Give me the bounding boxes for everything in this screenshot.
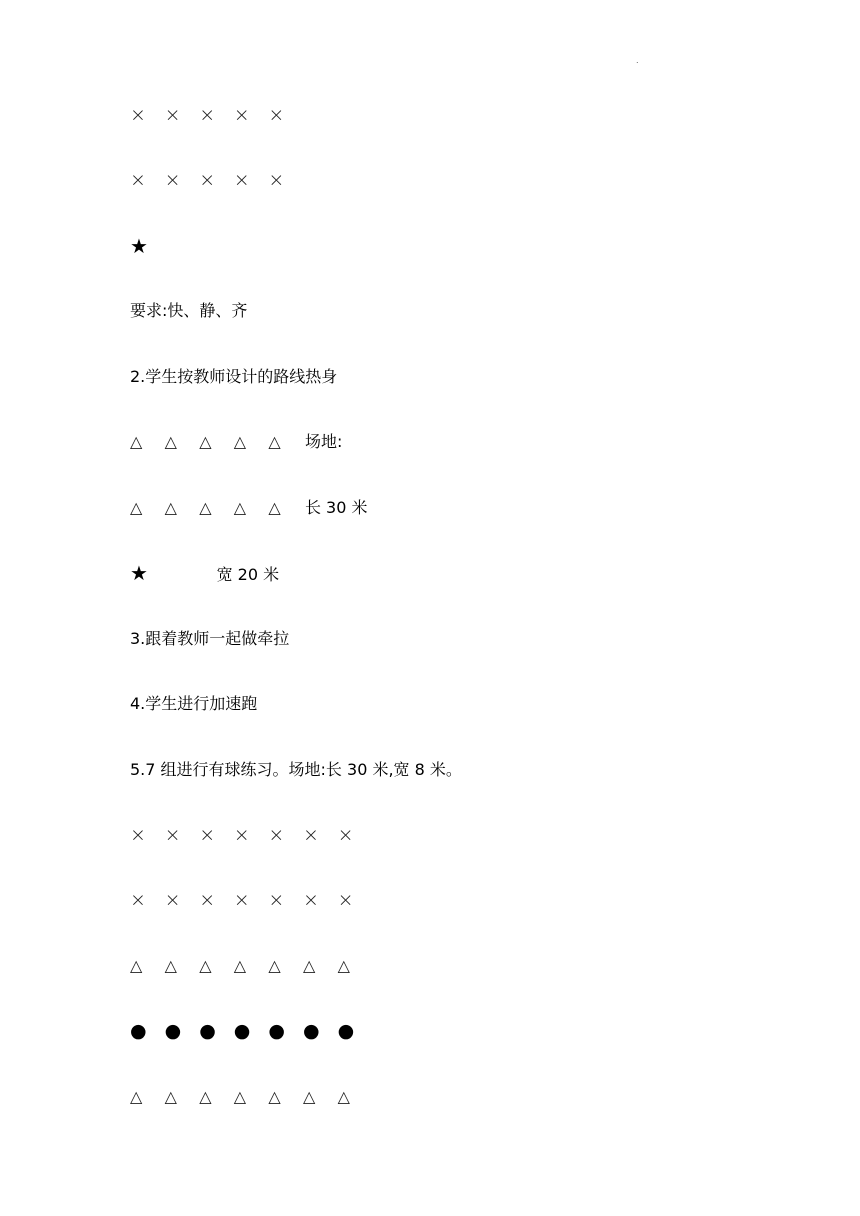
formation3-row5 [130, 1084, 372, 1110]
student-triangle-marker: △ [164, 1087, 177, 1106]
ball-icon: ● [199, 1020, 216, 1042]
teacher-star-icon: ★ [130, 561, 148, 585]
step3-text: 3.跟着教师一起做牵拉 [130, 629, 290, 648]
student-triangle-marker: △ [130, 1087, 143, 1106]
ball-icon: ● [268, 1020, 285, 1042]
student-cross-marker: × [337, 824, 354, 846]
formation3-row4 [130, 1018, 372, 1044]
formation3-row3 [130, 953, 372, 979]
formation2-row1 [130, 429, 342, 455]
student-triangle-marker: △ [164, 956, 177, 975]
student-triangle-marker: △ [164, 432, 177, 451]
student-triangle-marker: △ [130, 432, 143, 451]
student-triangle-marker: △ [199, 432, 212, 451]
teacher-star-icon: ★ [130, 234, 148, 258]
formation1-row1 [130, 102, 303, 128]
requirement-text: 要求:快、静、齐 [130, 301, 248, 320]
ball-icon: ● [233, 1020, 251, 1042]
student-cross-marker: × [268, 889, 285, 911]
student-cross-marker: × [164, 889, 181, 911]
student-cross-marker: × [233, 169, 250, 191]
student-cross-marker: × [199, 889, 216, 911]
student-triangle-marker: △ [268, 498, 281, 517]
student-cross-marker: × [302, 824, 319, 846]
header-dot: . [636, 56, 639, 65]
formation3-row1 [130, 822, 372, 848]
student-cross-marker: × [164, 169, 181, 191]
formation1-row2 [130, 167, 303, 193]
student-triangle-marker: △ [337, 956, 350, 975]
student-triangle-marker: △ [199, 498, 212, 517]
student-triangle-marker: △ [199, 1087, 212, 1106]
student-cross-marker: × [233, 824, 250, 846]
student-cross-marker: × [164, 824, 181, 846]
step4-text: 4.学生进行加速跑 [130, 694, 258, 713]
student-cross-marker: × [199, 169, 216, 191]
student-triangle-marker: △ [302, 956, 316, 975]
ball-icon: ● [130, 1020, 147, 1042]
student-triangle-marker: △ [233, 1087, 247, 1106]
ball-icon: ● [164, 1020, 182, 1042]
student-triangle-marker: △ [268, 432, 281, 451]
formation2-row2 [130, 495, 368, 521]
student-triangle-marker: △ [233, 498, 247, 517]
formation3-row2 [130, 887, 372, 913]
ball-icon: ● [302, 1020, 320, 1042]
ball-icon: ● [337, 1020, 355, 1042]
student-triangle-marker: △ [233, 956, 247, 975]
student-cross-marker: × [268, 169, 285, 191]
student-cross-marker: × [337, 889, 354, 911]
student-cross-marker: × [199, 824, 216, 846]
field-label: 场地: [304, 432, 343, 451]
student-triangle-marker: △ [337, 1087, 350, 1106]
student-cross-marker: × [233, 889, 250, 911]
step2-text: 2.学生按教师设计的路线热身 [130, 367, 338, 386]
student-cross-marker: × [164, 104, 181, 126]
student-cross-marker: × [268, 104, 285, 126]
student-triangle-marker: △ [268, 1087, 281, 1106]
student-cross-marker: × [268, 824, 285, 846]
student-cross-marker: × [130, 889, 146, 911]
student-triangle-marker: △ [199, 956, 212, 975]
student-cross-marker: × [130, 169, 146, 191]
student-cross-marker: × [302, 889, 319, 911]
step5-text: 5.7 组进行有球练习。场地:长 30 米,宽 8 米。 [130, 760, 462, 779]
student-cross-marker: × [130, 824, 146, 846]
field-length-label: 长 30 米 [304, 498, 368, 517]
student-triangle-marker: △ [302, 1087, 316, 1106]
student-triangle-marker: △ [268, 956, 281, 975]
student-cross-marker: × [233, 104, 250, 126]
student-triangle-marker: △ [233, 432, 247, 451]
student-triangle-marker: △ [130, 498, 143, 517]
formation2-teacher-row [130, 560, 279, 586]
student-triangle-marker: △ [130, 956, 143, 975]
field-width-label: 宽 20 米 [216, 565, 280, 584]
student-triangle-marker: △ [164, 498, 177, 517]
formation1-teacher-row [130, 233, 165, 259]
student-cross-marker: × [199, 104, 216, 126]
student-cross-marker: × [130, 104, 146, 126]
